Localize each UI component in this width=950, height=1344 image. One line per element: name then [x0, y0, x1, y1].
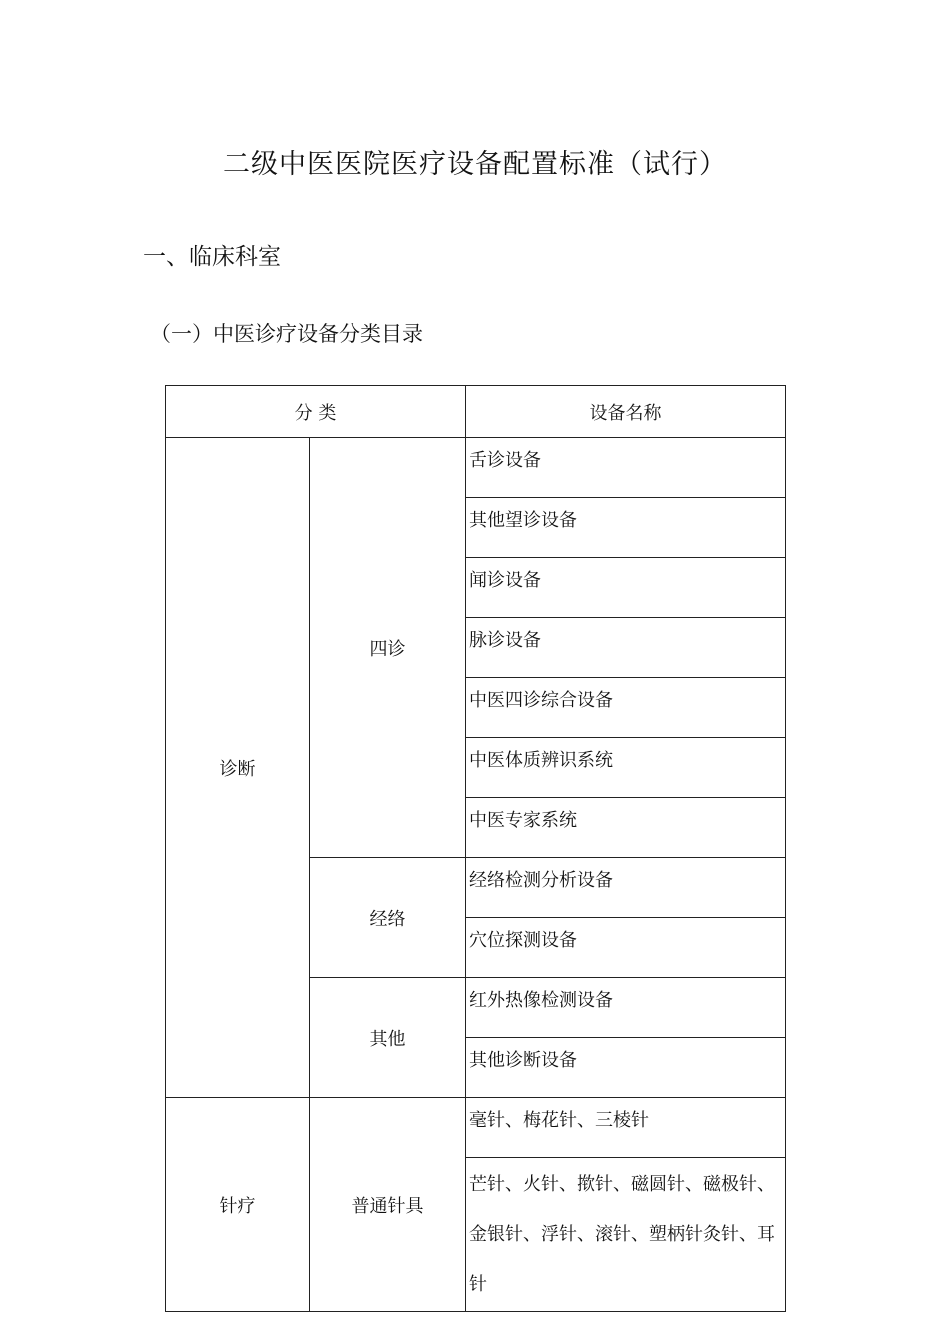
device-name-cell: 其他望诊设备: [466, 498, 786, 558]
device-name-cell: 闻诊设备: [466, 558, 786, 618]
table-row: [166, 438, 786, 498]
subcategory-cell: 其他: [310, 978, 466, 1098]
section-heading: 一、临床科室: [143, 244, 281, 270]
device-name-cell: 舌诊设备: [466, 438, 786, 498]
device-name-cell: 穴位探测设备: [466, 918, 786, 978]
device-name-cell: 中医专家系统: [466, 798, 786, 858]
category-cell: 诊断: [166, 438, 310, 1098]
header-category: 分 类: [166, 386, 466, 438]
category-cell: 针疗: [166, 1098, 310, 1312]
device-name-cell: 中医体质辨识系统: [466, 738, 786, 798]
device-name-cell: 中医四诊综合设备: [466, 678, 786, 738]
table-row: [166, 1098, 786, 1158]
header-device-name: 设备名称: [466, 386, 786, 438]
document-title: 二级中医医院医疗设备配置标准（试行）: [223, 149, 727, 180]
device-name-cell: 红外热像检测设备: [466, 978, 786, 1038]
table-header-row: [166, 386, 786, 438]
device-name-cell: 经络检测分析设备: [466, 858, 786, 918]
subcategory-cell: 四诊: [310, 438, 466, 858]
device-name-cell: 毫针、梅花针、三棱针: [466, 1098, 786, 1158]
device-name-cell: 芒针、火针、揿针、磁圆针、磁极针、金银针、浮针、滚针、塑柄针灸针、耳针: [466, 1158, 786, 1312]
equipment-table: [165, 385, 786, 1312]
device-name-cell: 脉诊设备: [466, 618, 786, 678]
device-name-cell: 其他诊断设备: [466, 1038, 786, 1098]
subcategory-cell: 经络: [310, 858, 466, 978]
subcategory-cell: 普通针具: [310, 1098, 466, 1312]
subsection-heading: （一）中医诊疗设备分类目录: [150, 322, 423, 346]
